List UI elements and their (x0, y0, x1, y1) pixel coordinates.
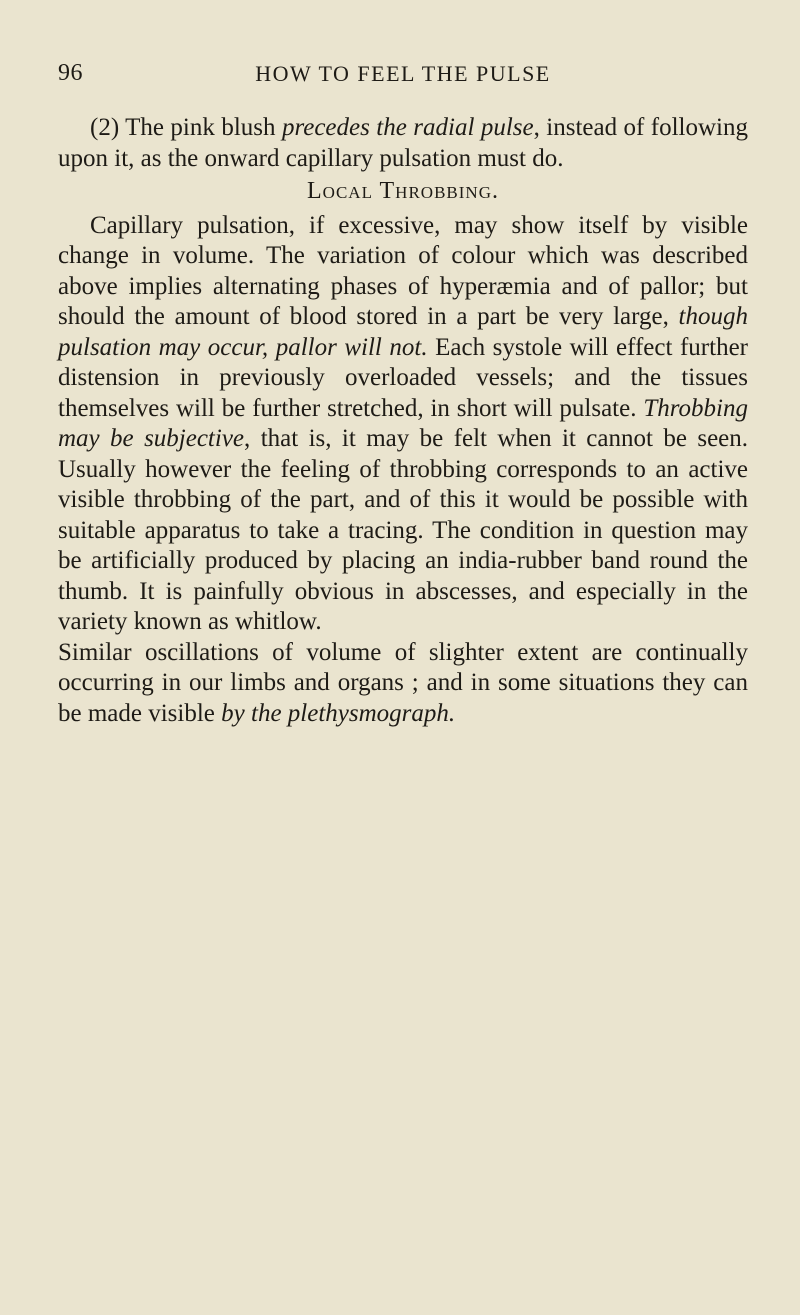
paragraph-1-italic: precedes the radial pulse (281, 114, 534, 141)
running-title: HOW TO FEEL THE PULSE (255, 61, 551, 86)
section-heading: Local Throbbing. (307, 178, 499, 204)
paragraph-3-part-1: Similar oscillations of volume of slighter extent are continually occurring in our limbs and organs ; and in some situations they can be made visible (58, 638, 748, 727)
page-number: 96 (58, 60, 83, 86)
paragraph-2-part-3: , that is, it may be felt when it cannot be seen. Usually however the feeling of throbbing corresponds to an active visible throbbing of the part, and of this it would be possible with suitable apparatus to take a tracing. The condition in question may be artificially produced by placing an india-rubber band round the thumb. It is painfully obvious in abscesses, and especially in the variety known as whitlow. (58, 425, 749, 635)
paragraph-2-part-1: Capillary pulsation, if excessive, may show itself by visible change in volume. The variation of colour which was described above implies alternating phases of hyperæmia and of pallor; but should the amount of blood stored in a part be very large, (58, 211, 748, 330)
body-text (58, 113, 748, 729)
paragraph-2-italic-2: Throbbing may be subjective (58, 394, 748, 452)
paragraph-3 (58, 638, 748, 730)
paragraph-2-part-2: Each systole will effect further distension in previously overloaded vessels; and the tissues themselves will be further stretched, in short will pulsate. (58, 333, 748, 422)
paragraph-1-lead: (2) The pink blush (90, 114, 282, 141)
paragraph-2-italic-1: though pulsation may occur, pallor will not. (58, 303, 748, 361)
paragraph-2 (58, 211, 748, 638)
paragraph-1-rest: , instead of following upon it, as the onward capillary pulsation must do. (58, 114, 749, 172)
paragraph-1 (58, 113, 748, 174)
paragraph-3-italic: by the plethysmograph. (221, 699, 456, 727)
running-head (58, 60, 748, 90)
